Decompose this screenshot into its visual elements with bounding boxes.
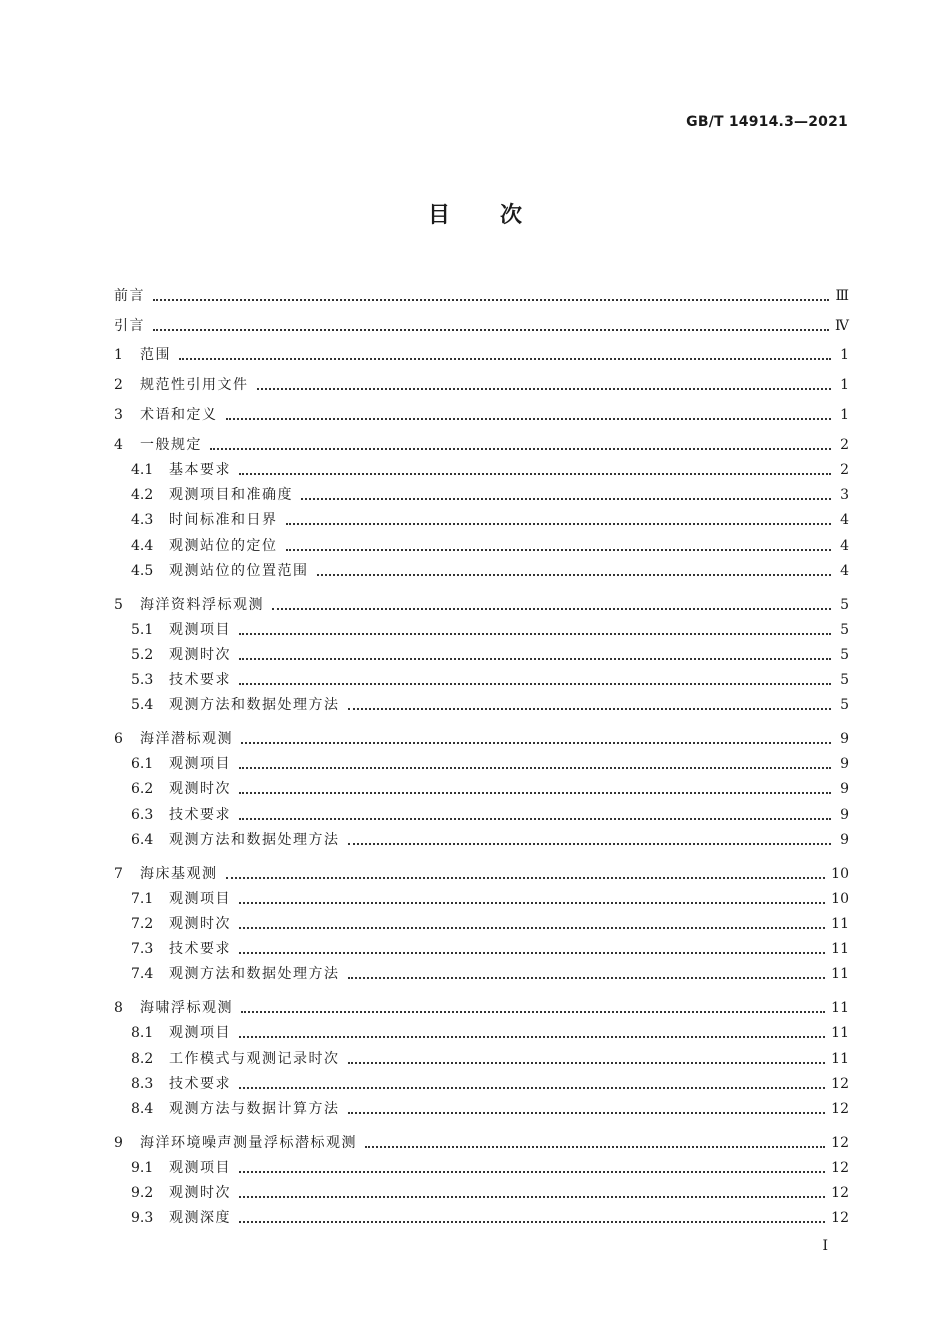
toc-entry[interactable]: [114, 749, 849, 774]
toc-entry-page: 9: [840, 831, 849, 848]
toc-entry[interactable]: [114, 825, 849, 850]
toc-entry-number: 9: [114, 1134, 123, 1151]
toc-entry-label: 技术要求: [169, 806, 231, 823]
toc-entry-page: 11: [831, 941, 849, 958]
toc-dot-leader: [348, 708, 832, 710]
toc-entry[interactable]: [114, 1094, 849, 1119]
toc-entry-page: 10: [831, 890, 849, 907]
toc-entry[interactable]: [114, 505, 849, 530]
toc-entry[interactable]: [114, 365, 849, 395]
toc-entry-label: 观测站位的定位: [169, 537, 278, 554]
toc-dot-leader: [179, 358, 831, 360]
toc-dot-leader: [239, 658, 831, 660]
toc-entry-number: 8: [114, 1000, 123, 1017]
toc-entry[interactable]: [114, 854, 849, 884]
toc-entry-label: 范围: [140, 347, 171, 364]
toc-entry-page: Ⅲ: [835, 287, 849, 304]
toc-entry-number: 4.1: [131, 461, 154, 478]
toc-entry-page: 11: [831, 1000, 849, 1017]
toc-dot-leader: [272, 608, 831, 610]
toc-entry-label: 海洋环境噪声测量浮标潜标观测: [140, 1134, 357, 1151]
page-folio: I: [822, 1238, 828, 1254]
toc-entry-label: 观测时次: [169, 915, 231, 932]
toc-entry[interactable]: [114, 615, 849, 640]
toc-entry-page: 4: [840, 562, 849, 579]
toc-dot-leader: [241, 1011, 825, 1013]
toc-entry-label: 观测时次: [169, 646, 231, 663]
toc-entry-page: Ⅳ: [835, 317, 849, 334]
toc-entry[interactable]: [114, 1043, 849, 1068]
toc-entry-page: 11: [831, 1050, 849, 1067]
toc-entry-page: 11: [831, 1025, 849, 1042]
toc-entry-label: 观测站位的位置范围: [169, 562, 309, 579]
toc-entry[interactable]: [114, 1123, 849, 1153]
toc-entry-number: 4: [114, 436, 123, 453]
toc-dot-leader: [286, 523, 832, 525]
toc-entry-number: 5.1: [131, 621, 154, 638]
toc-entry-label: 工作模式与观测记录时次: [169, 1050, 340, 1067]
toc-entry-number: 8.2: [131, 1050, 154, 1067]
toc-entry-number: 6: [114, 731, 123, 748]
toc-entry[interactable]: [114, 455, 849, 480]
toc-entry-page: 5: [840, 646, 849, 663]
toc-entry-label: 引言: [114, 317, 145, 334]
toc-entry[interactable]: [114, 1178, 849, 1203]
toc-entry-page: 12: [831, 1210, 849, 1227]
toc-dot-leader: [348, 1062, 826, 1064]
toc-entry-number: 5.4: [131, 697, 154, 714]
toc-entry-number: 1: [114, 347, 123, 364]
toc-entry-page: 5: [840, 621, 849, 638]
toc-dot-leader: [226, 877, 826, 879]
toc-dot-leader: [239, 1171, 825, 1173]
toc-entry-number: 7.1: [131, 890, 154, 907]
standard-code: GB/T 14914.3—2021: [686, 114, 848, 130]
toc-entry-label: 基本要求: [169, 461, 231, 478]
toc-dot-leader: [239, 792, 831, 794]
toc-entry-number: 8.3: [131, 1075, 154, 1092]
toc-entry-page: 1: [840, 347, 849, 364]
toc-entry[interactable]: [114, 690, 849, 715]
toc-entry-number: 8.1: [131, 1025, 154, 1042]
toc-entry-number: 5.3: [131, 672, 154, 689]
toc-entry-page: 1: [840, 406, 849, 423]
toc-entry[interactable]: [114, 425, 849, 455]
toc-entry-label: 前言: [114, 287, 145, 304]
toc-entry-page: 12: [831, 1159, 849, 1176]
toc-entry-page: 9: [840, 781, 849, 798]
toc-entry-page: 2: [840, 436, 849, 453]
toc-entry-label: 海洋资料浮标观测: [140, 596, 264, 613]
toc-dot-leader: [239, 1196, 825, 1198]
toc-entry-number: 9.2: [131, 1185, 154, 1202]
toc-entry-label: 技术要求: [169, 1075, 231, 1092]
toc-entry-page: 4: [840, 512, 849, 529]
toc-entry-page: 10: [831, 865, 849, 882]
toc-dot-leader: [239, 818, 831, 820]
toc-entry-page: 5: [840, 672, 849, 689]
toc-entry-page: 3: [840, 487, 849, 504]
toc-entry-label: 技术要求: [169, 941, 231, 958]
toc-entry[interactable]: [114, 306, 849, 336]
toc-entry[interactable]: [114, 934, 849, 959]
toc-entry-number: 6.3: [131, 806, 154, 823]
toc-entry[interactable]: [114, 1153, 849, 1178]
toc-entry-page: 12: [831, 1134, 849, 1151]
toc-entry[interactable]: [114, 988, 849, 1018]
toc-entry[interactable]: [114, 959, 849, 984]
toc-dot-leader: [239, 473, 831, 475]
toc-entry-number: 6.2: [131, 781, 154, 798]
toc-entry-page: 4: [840, 537, 849, 554]
toc-entry[interactable]: [114, 336, 849, 366]
toc-entry-page: 9: [840, 756, 849, 773]
toc-entry[interactable]: [114, 1203, 849, 1228]
toc-dot-leader: [239, 927, 825, 929]
toc-entry[interactable]: [114, 276, 849, 306]
toc-entry-label: 观测项目: [169, 1025, 231, 1042]
toc-entry-page: 5: [840, 697, 849, 714]
toc-entry-number: 9.3: [131, 1210, 154, 1227]
toc-entry-number: 7.2: [131, 915, 154, 932]
toc-entry[interactable]: [114, 640, 849, 665]
toc-entry-label: 观测项目: [169, 756, 231, 773]
toc-entry-number: 7.4: [131, 966, 154, 983]
toc-dot-leader: [365, 1146, 825, 1148]
toc-entry-number: 7.3: [131, 941, 154, 958]
toc-dot-leader: [239, 1036, 825, 1038]
toc-entry-label: 观测方法与数据计算方法: [169, 1100, 340, 1117]
toc-dot-leader: [226, 418, 832, 420]
toc-entry-label: 观测项目: [169, 1159, 231, 1176]
toc-entry[interactable]: [114, 1069, 849, 1094]
toc-entry[interactable]: [114, 774, 849, 799]
toc-entry-label: 术语和定义: [140, 406, 218, 423]
toc-entry-page: 12: [831, 1185, 849, 1202]
toc-dot-leader: [210, 448, 831, 450]
toc-title-char: 次: [500, 203, 523, 228]
toc-dot-leader: [348, 1112, 826, 1114]
toc-dot-leader: [239, 952, 825, 954]
toc-entry-number: 4.2: [131, 487, 154, 504]
toc-entry-label: 观测方法和数据处理方法: [169, 966, 340, 983]
toc-title-char: 目: [427, 203, 450, 228]
toc-entry-label: 观测方法和数据处理方法: [169, 831, 340, 848]
toc-entry[interactable]: [114, 480, 849, 505]
toc-entry-number: 2: [114, 377, 123, 394]
toc-entry-label: 规范性引用文件: [140, 377, 249, 394]
toc-entry-label: 观测时次: [169, 781, 231, 798]
toc-entry-label: 观测方法和数据处理方法: [169, 697, 340, 714]
toc-entry-number: 6.1: [131, 756, 154, 773]
toc-entry-label: 海床基观测: [140, 865, 218, 882]
toc-entry-label: 观测深度: [169, 1210, 231, 1227]
toc-entry-number: 4.5: [131, 562, 154, 579]
toc-entry-label: 技术要求: [169, 672, 231, 689]
toc-entry-label: 观测时次: [169, 1185, 231, 1202]
toc-entry-number: 5.2: [131, 646, 154, 663]
toc-entry-label: 海啸浮标观测: [140, 1000, 233, 1017]
toc-dot-leader: [153, 299, 829, 301]
toc-entry[interactable]: [114, 799, 849, 824]
toc-entry[interactable]: [114, 585, 849, 615]
toc-dot-leader: [348, 977, 826, 979]
toc-entry-label: 观测项目: [169, 621, 231, 638]
toc-entry[interactable]: [114, 909, 849, 934]
toc-dot-leader: [239, 683, 831, 685]
toc-entry[interactable]: [114, 395, 849, 425]
toc-dot-leader: [257, 388, 832, 390]
table-of-contents: [114, 276, 849, 1228]
toc-entry[interactable]: [114, 665, 849, 690]
toc-entry-label: 观测项目: [169, 890, 231, 907]
toc-entry-label: 时间标准和日界: [169, 512, 278, 529]
toc-entry-number: 4.4: [131, 537, 154, 554]
toc-entry-page: 11: [831, 966, 849, 983]
toc-entry-page: 1: [840, 377, 849, 394]
toc-entry-number: 6.4: [131, 831, 154, 848]
toc-dot-leader: [239, 767, 831, 769]
toc-entry-page: 5: [840, 596, 849, 613]
toc-dot-leader: [239, 633, 831, 635]
toc-entry-page: 12: [831, 1075, 849, 1092]
toc-entry-number: 8.4: [131, 1100, 154, 1117]
toc-entry-page: 9: [840, 806, 849, 823]
toc-dot-leader: [317, 574, 832, 576]
toc-dot-leader: [239, 902, 825, 904]
toc-entry-number: 5: [114, 596, 123, 613]
toc-entry[interactable]: [114, 884, 849, 909]
toc-entry[interactable]: [114, 1018, 849, 1043]
toc-dot-leader: [301, 498, 831, 500]
toc-entry-page: 12: [831, 1100, 849, 1117]
toc-entry-label: 观测项目和准确度: [169, 487, 293, 504]
toc-entry[interactable]: [114, 530, 849, 555]
toc-title: [0, 198, 950, 229]
toc-dot-leader: [239, 1087, 825, 1089]
toc-dot-leader: [348, 843, 832, 845]
toc-dot-leader: [239, 1221, 825, 1223]
toc-entry[interactable]: [114, 556, 849, 581]
toc-entry-page: 2: [840, 461, 849, 478]
toc-entry-page: 11: [831, 915, 849, 932]
toc-entry-number: 7: [114, 865, 123, 882]
toc-entry-label: 一般规定: [140, 436, 202, 453]
toc-entry-label: 海洋潜标观测: [140, 731, 233, 748]
toc-entry-page: 9: [840, 731, 849, 748]
toc-entry-number: 9.1: [131, 1159, 154, 1176]
toc-entry-number: 4.3: [131, 512, 154, 529]
toc-dot-leader: [286, 549, 832, 551]
toc-dot-leader: [153, 329, 829, 331]
toc-entry-number: 3: [114, 406, 123, 423]
toc-dot-leader: [241, 742, 831, 744]
toc-entry[interactable]: [114, 719, 849, 749]
